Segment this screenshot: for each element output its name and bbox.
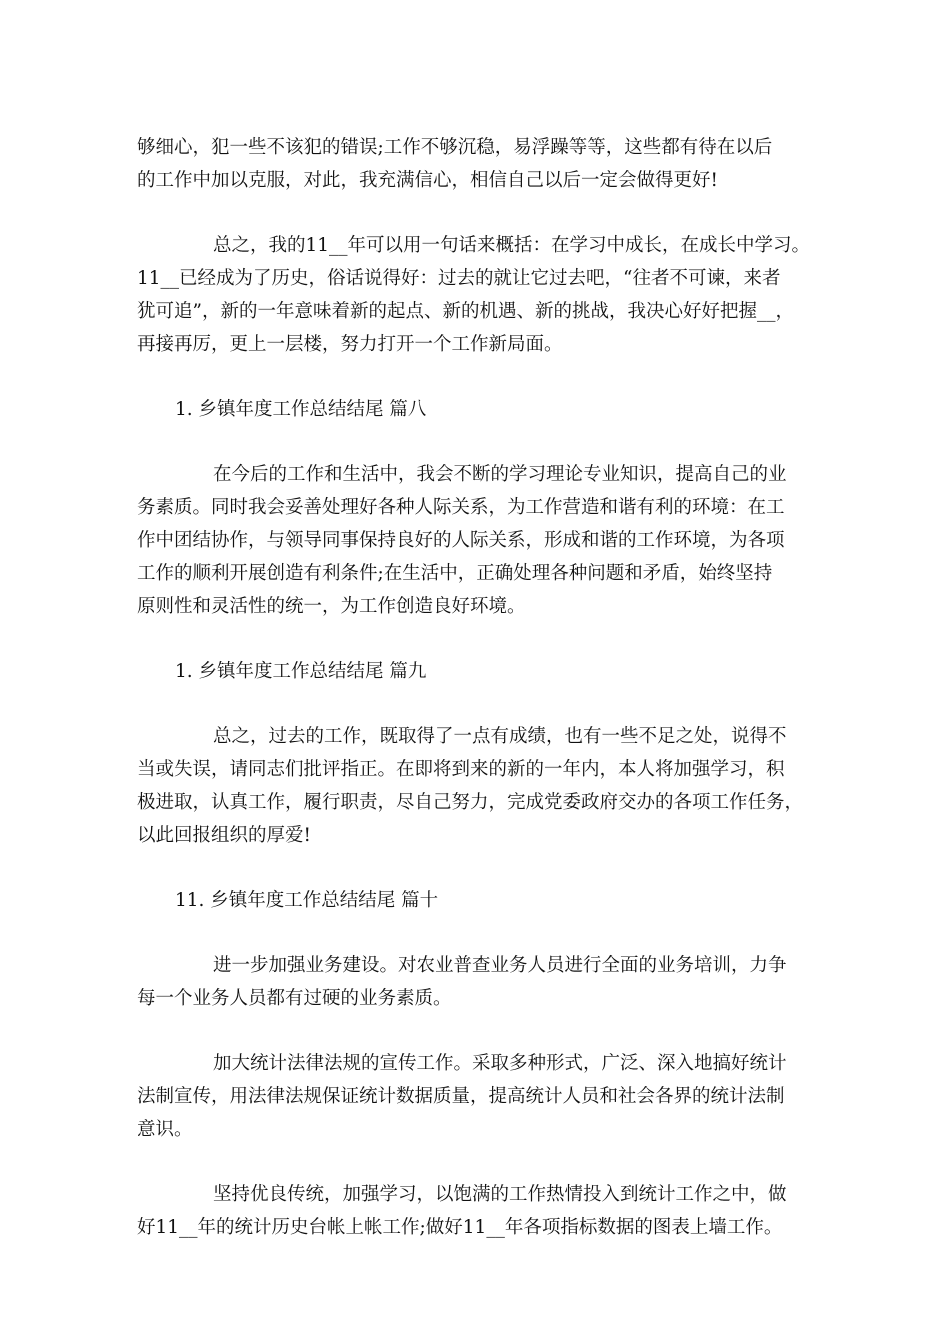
text-line: 再接再厉，更上一层楼，努力打开一个工作新局面。	[137, 334, 563, 355]
text-line: 当或失误，请同志们批评指正。在即将到来的新的一年内，本人将加强学习，积	[137, 759, 785, 780]
section-heading: 1. 乡镇年度工作总结结尾 篇八	[175, 399, 427, 420]
paragraph	[137, 229, 832, 361]
section-heading: 11. 乡镇年度工作总结结尾 篇十	[175, 890, 439, 911]
text-line: 法制宣传，用法律法规保证统计数据质量，提高统计人员和社会各界的统计法制	[137, 1086, 785, 1107]
paragraph	[137, 720, 832, 852]
text-line: 总之，我的11__年可以用一句话来概括：在学习中成长，在成长中学习。	[213, 235, 811, 256]
text-line: 坚持优良传统，加强学习，以饱满的工作热情投入到统计工作之中，做	[213, 1184, 787, 1205]
paragraph	[137, 1178, 832, 1244]
text-line: 够细心，犯一些不该犯的错误;工作不够沉稳，易浮躁等等，这些都有待在以后	[137, 137, 773, 158]
text-line: 进一步加强业务建设。对农业普查业务人员进行全面的业务培训，力争	[213, 955, 787, 976]
text-line: 每一个业务人员都有过硬的业务素质。	[137, 988, 452, 1009]
section-heading: 1. 乡镇年度工作总结结尾 篇九	[175, 661, 427, 682]
text-line: 11__已经成为了历史，俗话说得好：过去的就让它过去吧，“往者不可谏，来者	[137, 268, 781, 289]
text-line: 以此回报组织的厚爱!	[137, 825, 311, 846]
paragraph	[137, 1047, 832, 1146]
text-line: 加大统计法律法规的宣传工作。采取多种形式，广泛、深入地搞好统计	[213, 1053, 787, 1074]
text-line: 的工作中加以克服，对此，我充满信心，相信自己以后一定会做得更好!	[137, 170, 718, 191]
paragraph	[137, 458, 832, 623]
text-line: 务素质。同时我会妥善处理好各种人际关系，为工作营造和谐有利的环境：在工	[137, 497, 785, 518]
text-line: 意识。	[137, 1119, 193, 1140]
text-line: 原则性和灵活性的统一，为工作创造良好环境。	[137, 596, 526, 617]
paragraph	[137, 131, 832, 197]
text-line: 极进取，认真工作，履行职责，尽自己努力，完成党委政府交办的各项工作任务，	[137, 792, 804, 813]
text-line: 犹可追”，新的一年意味着新的起点、新的机遇、新的挑战，我决心好好把握__，	[137, 301, 794, 322]
text-line: 工作的顺利开展创造有利条件;在生活中，正确处理各种问题和矛盾，始终坚持	[137, 563, 773, 584]
text-line: 作中团结协作，与领导同事保持良好的人际关系，形成和谐的工作环境，为各项	[137, 530, 785, 551]
text-line: 好11__年的统计历史台帐上帐工作;做好11__年各项指标数据的图表上墙工作。	[137, 1217, 783, 1238]
text-line: 在今后的工作和生活中，我会不断的学习理论专业知识，提高自己的业	[213, 464, 787, 485]
paragraph	[137, 949, 832, 1015]
text-line: 总之，过去的工作，既取得了一点有成绩，也有一些不足之处，说得不	[213, 726, 787, 747]
